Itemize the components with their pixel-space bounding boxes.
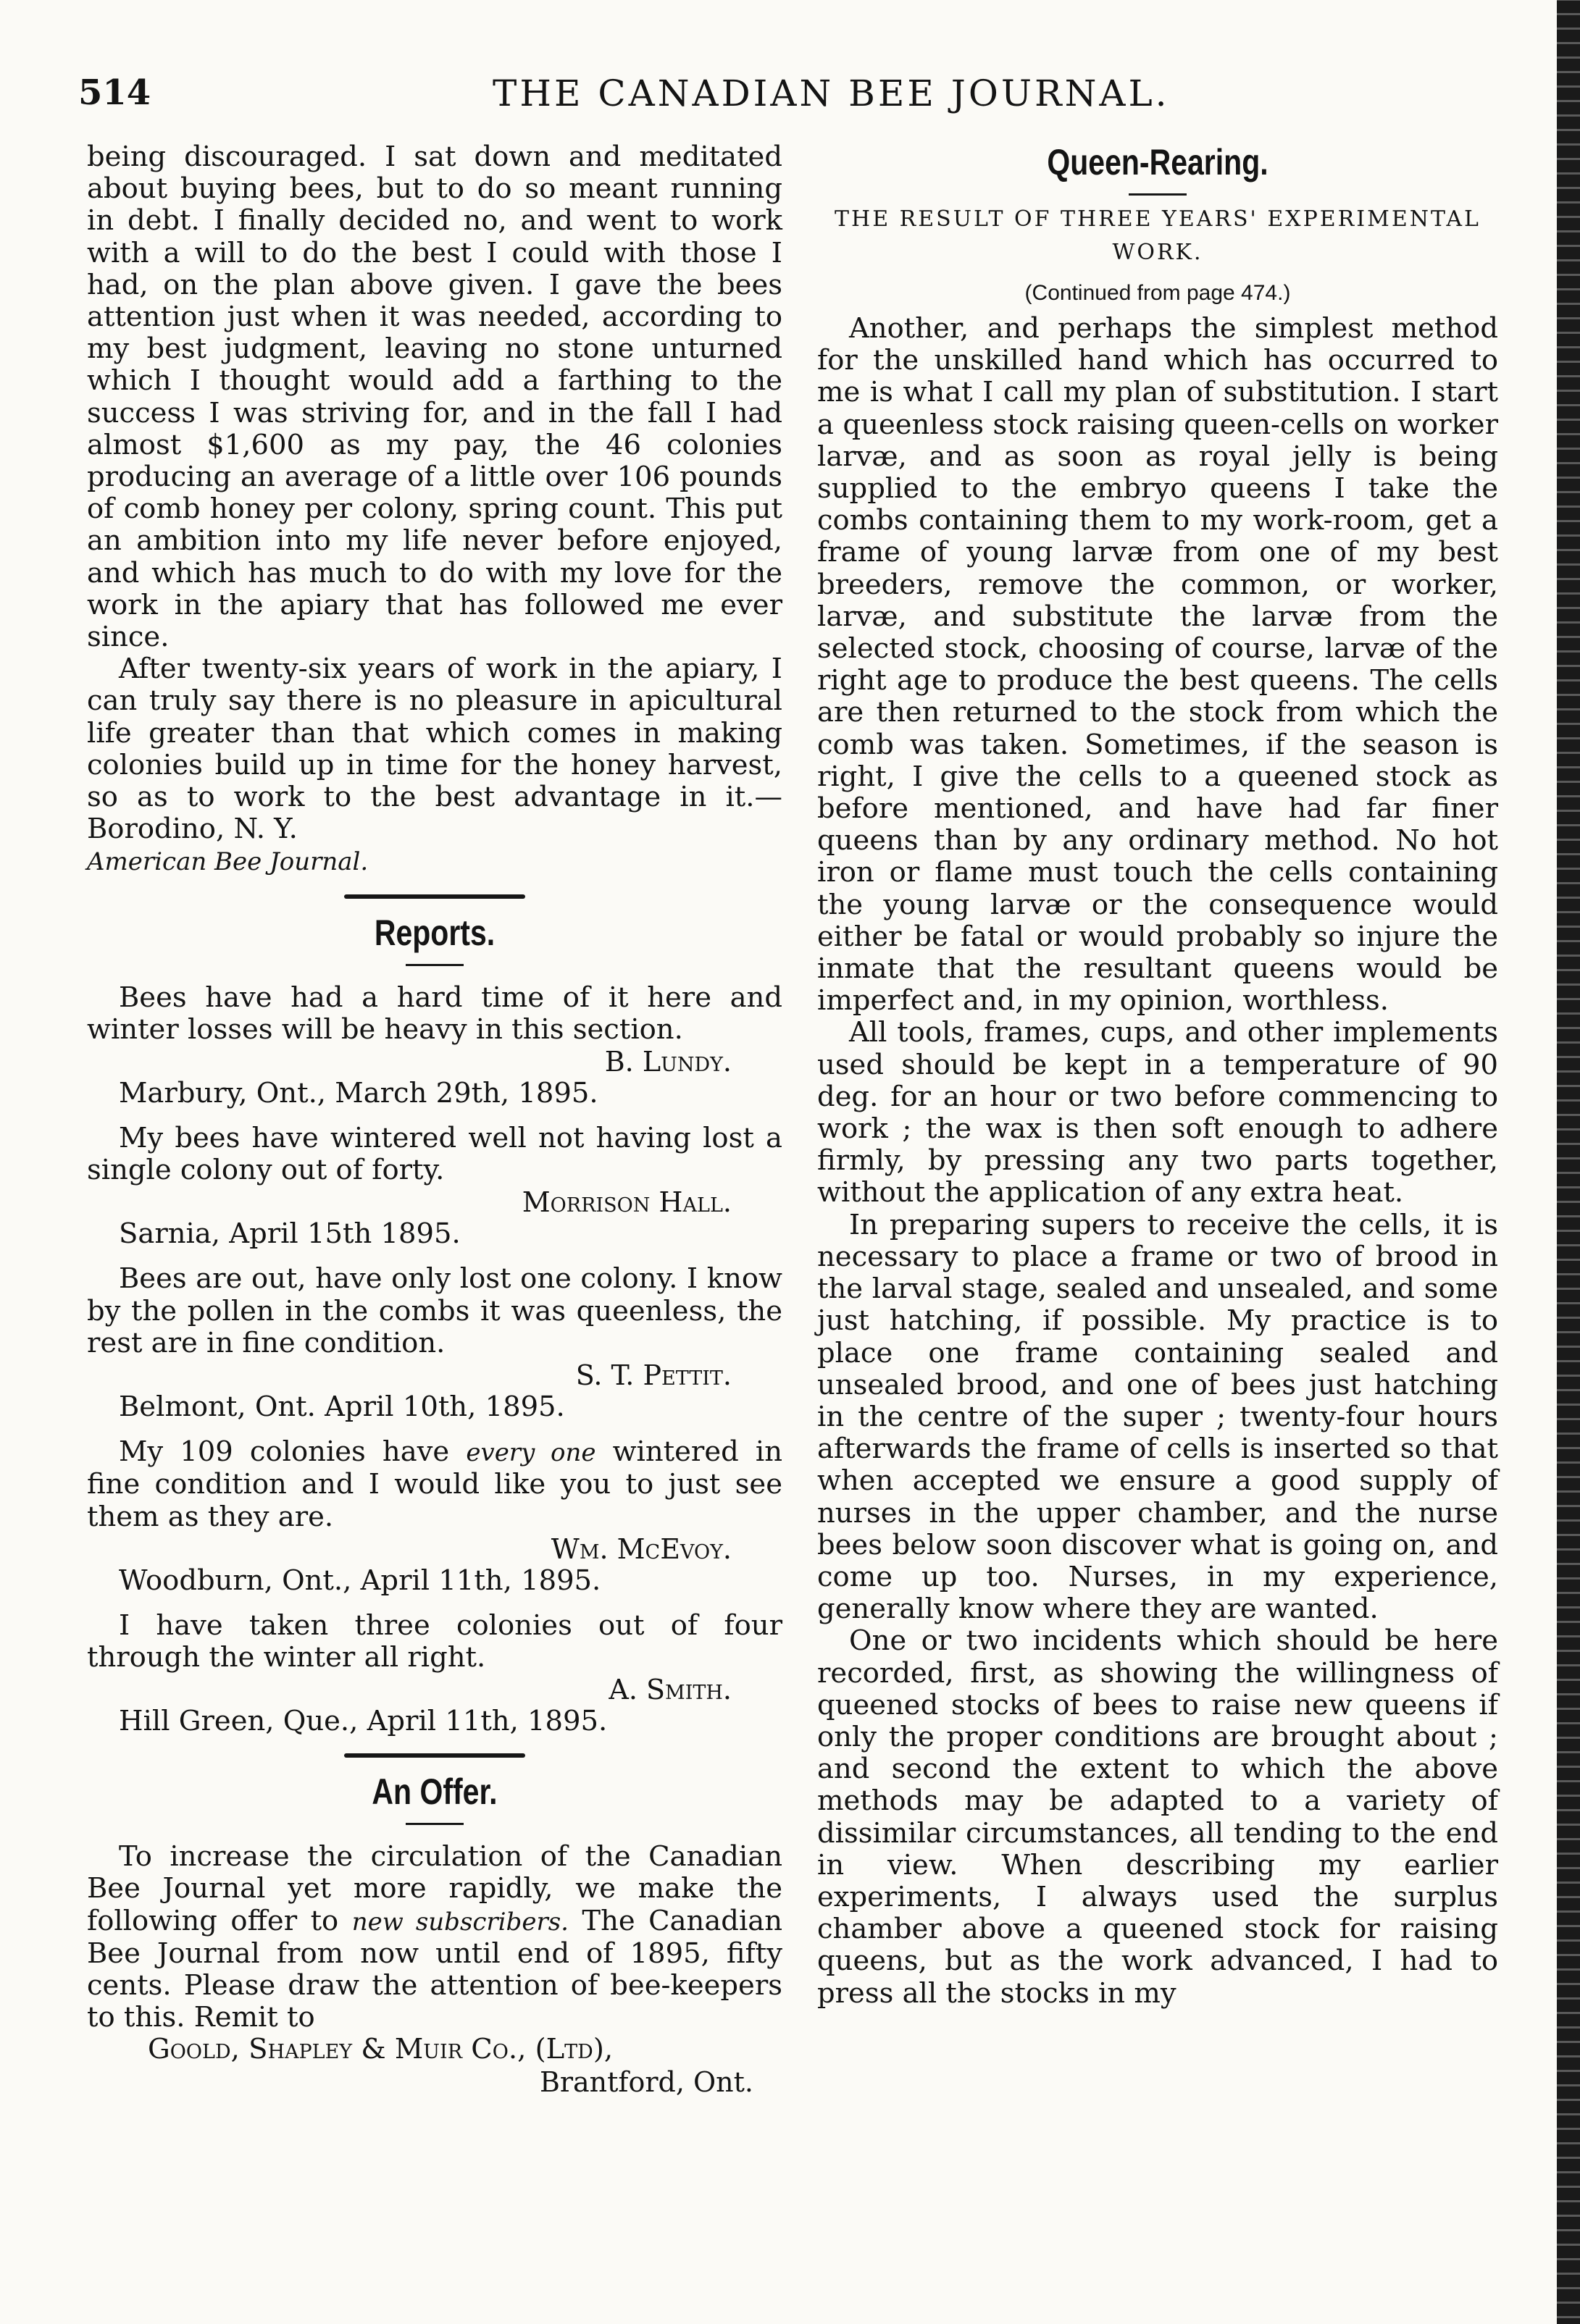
report-item: My bees have wintered well not having lost a single colony out of forty. Morrison Hall. Sarnia, April 15th 1895.: [87, 1122, 782, 1251]
offer-heading: An Offer.: [372, 1771, 498, 1813]
report-place-date: Marbury, Ont., March 29th, 1895.: [119, 1077, 598, 1110]
heading-rule: [406, 964, 464, 966]
page-number: 514: [78, 72, 151, 113]
page-edge-shadow: [1557, 0, 1580, 2324]
report-item: Bees are out, have only lost one colony. I know by the pollen in the combs it was queenless, the rest are in fine condition. S. T. Pettit. Belmont, Ont. April 10th, 1895.: [87, 1262, 782, 1424]
section-divider: [344, 894, 525, 899]
report-item: Bees have had a hard time of it here and winter losses will be heavy in this section. B. Lundy. Marbury, Ont., March 29th, 1895.: [87, 981, 782, 1110]
offer-company: Goold, Shapley & Muir Co., (Ltd),: [148, 2033, 614, 2066]
report-place-date: Belmont, Ont. April 10th, 1895.: [119, 1390, 565, 1424]
intro-paragraph: being discouraged. I sat down and meditated about buying bees, but to do so meant running in debt. I finally decided no, and went to work with a will to do the best I could with those I had, on the plan above given. I gave the bees attention just when it was needed, according to my best judgment, leaving no stone unturned which I thought would add a farthing to the success I was striving for, and in the fall I had almost $1,600 as my pay, the 46 colonies producing an average of a little over 106 pounds of comb honey per colony, spring count. This put an ambition into my life never before enjoyed, and which has much to do with my love for the work in the apiary that has followed me ever since.: [87, 140, 782, 654]
report-signature: S. T. Pettit.: [575, 1359, 732, 1392]
article-paragraph: Another, and perhaps the simplest method for the unskilled hand which has occurred to me is what I call my plan of substitution. I start a queenless stock raising queen-cells on worker larvæ, and as soon as royal jelly is being supplied to the embryo queens I take the combs containing them to my work-room, get a frame of young larvæ from one of my best breeders, remove the common, or worker, larvæ, and substitute the larvæ from the selected stock, choosing of course, larvæ of the right age to produce the best queens. The cells are then returned to the stock from which the comb was taken. Sometimes, if the season is right, I give the cells to a queened stock as before mentioned, and have had far finer queens than by any ordinary method. No hot iron or flame must touch the cells containing the young larvæ or the consequence would either be fatal or would probably so injure the inmate that the resultant queens would be imperfect and, in my opinion, worthless.: [817, 312, 1498, 1018]
second-paragraph: After twenty-six years of work in the apiary, I can truly say there is no pleasure in apicultural life greater than that which comes in making colonies build up in time for the honey harvest, so as to work to the best advantage in it.—Borodino, N. Y. American Bee Journal.: [87, 653, 782, 877]
article-heading: Queen-Rearing.: [1047, 142, 1268, 183]
heading-rule: [406, 1823, 464, 1825]
report-signature: B. Lundy.: [604, 1046, 732, 1078]
source-credit: American Bee Journal.: [87, 847, 369, 877]
report-item: I have taken three colonies out of four through the winter all right. A. Smith. Hill Green, Que., April 11th, 1895.: [87, 1608, 782, 1738]
journal-title: THE CANADIAN BEE JOURNAL.: [493, 72, 1170, 114]
article-paragraph: In preparing supers to receive the cells, it is necessary to place a frame or two of brood in the larval stage, sealed and unsealed, and some just hatching, if possible. My practice is to place one frame containing sealed and unsealed brood, and one of bees just hatching in the centre of the super ; twenty-four hours afterwards the frame of cells is inserted so that when accepted we ensure a good supply of nurses in the upper chamber, and the nurse bees below soon discover what is going on, and come up too. Nurses, in my experience, generally know where they are wanted.: [817, 1208, 1498, 1626]
article-paragraph: All tools, frames, cups, and other implements used should be kept in a temperature of 90 deg. for an hour or two before commencing to work ; the wax is then soft enough to adhere firmly, by pressing any two parts together, without the application of any extra heat.: [817, 1016, 1498, 1209]
continued-note: (Continued from page 474.): [1024, 281, 1291, 305]
report-item: My 109 colonies have every one wintered in fine condition and I would like you to just see them as they are. Wm. McEvoy. Woodburn, Ont., April 11th, 1895.: [87, 1435, 782, 1597]
article-paragraph: One or two incidents which should be here recorded, first, as showing the willingness of queened stocks of bees to raise new queens if only the proper conditions are brought about ; and second the extent to which the above methods may be adapted to a variety of dissimilar circumstances, all tending to the end in view. When describing my earlier experiments, I always used the surplus chamber above a queened stock for raising queens, but as the work advanced, I had to press all the stocks in my: [817, 1624, 1498, 2010]
report-signature: Wm. McEvoy.: [551, 1532, 732, 1565]
left-column: [87, 141, 782, 2098]
page-header: [0, 72, 1580, 123]
heading-rule: [1129, 193, 1187, 196]
section-divider: [344, 1753, 525, 1758]
offer-text: To increase the circulation of the Canadian Bee Journal yet more rapidly, we make the following offer to new subscribers. The Canadian Bee Journal from now until end of 1895, fifty cents. Please draw the attention of bee-keepers to this. Remit to: [87, 1840, 783, 2034]
offer-city: Brantford, Ont.: [539, 2065, 753, 2098]
report-signature: A. Smith.: [609, 1674, 732, 1706]
article-subheading: THE RESULT OF THREE YEARS' EXPERIMENTAL WORK.: [835, 206, 1481, 265]
right-column: [817, 141, 1498, 2010]
report-place-date: Sarnia, April 15th 1895.: [119, 1217, 461, 1251]
report-place-date: Woodburn, Ont., April 11th, 1895.: [119, 1564, 601, 1597]
report-signature: Morrison Hall.: [522, 1186, 732, 1219]
report-place-date: Hill Green, Que., April 11th, 1895.: [119, 1705, 608, 1738]
reports-heading: Reports.: [374, 912, 496, 953]
